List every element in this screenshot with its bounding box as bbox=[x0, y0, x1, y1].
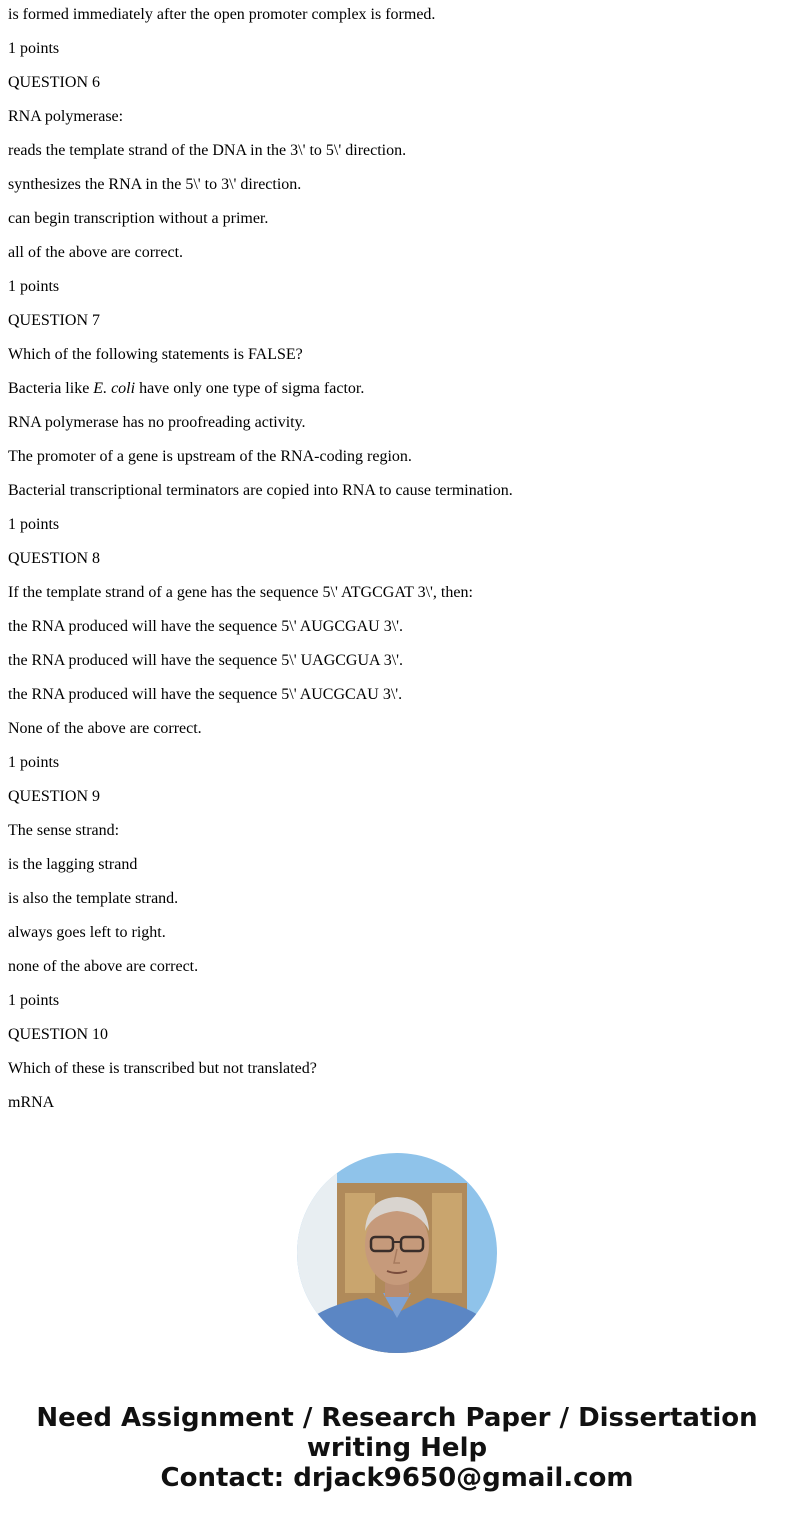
answer-option[interactable]: none of the above are correct. bbox=[8, 958, 199, 975]
question-heading: QUESTION 10 bbox=[8, 1026, 108, 1043]
answer-option-text-start: Bacteria like bbox=[8, 380, 94, 397]
points-label: 1 points bbox=[8, 754, 60, 771]
text-line: is formed immediately after the open promoter complex is formed. bbox=[8, 6, 436, 23]
answer-option[interactable]: RNA polymerase has no proofreading activity. bbox=[8, 414, 306, 431]
answer-option[interactable]: synthesizes the RNA in the 5\' to 3\' direction. bbox=[8, 176, 302, 193]
answer-option[interactable] bbox=[8, 380, 778, 398]
question-document bbox=[8, 0, 778, 1128]
promo-banner bbox=[0, 1403, 794, 1493]
question-heading: QUESTION 8 bbox=[8, 550, 100, 567]
points-label: 1 points bbox=[8, 278, 60, 295]
points-label: 1 points bbox=[8, 40, 60, 57]
answer-option[interactable]: the RNA produced will have the sequence 5\' AUCGCAU 3\'. bbox=[8, 686, 403, 703]
promo-line-1: Need Assignment / Research Paper / Dissertation bbox=[36, 1403, 758, 1433]
answer-option[interactable]: the RNA produced will have the sequence 5\' UAGCGUA 3\'. bbox=[8, 652, 404, 669]
portrait-photo-illustration bbox=[297, 1153, 497, 1353]
answer-option-text-end: have only one type of sigma factor. bbox=[135, 380, 365, 397]
question-heading: QUESTION 7 bbox=[8, 312, 100, 329]
answer-option[interactable]: always goes left to right. bbox=[8, 924, 166, 941]
answer-option[interactable]: mRNA bbox=[8, 1094, 55, 1111]
answer-option[interactable]: is also the template strand. bbox=[8, 890, 179, 907]
points-label: 1 points bbox=[8, 516, 60, 533]
question-prompt: Which of these is transcribed but not translated? bbox=[8, 1060, 317, 1077]
question-prompt: RNA polymerase: bbox=[8, 108, 124, 125]
answer-option[interactable]: all of the above are correct. bbox=[8, 244, 184, 261]
points-label: 1 points bbox=[8, 992, 60, 1009]
promo-line-2: writing Help bbox=[306, 1433, 488, 1463]
answer-option[interactable]: can begin transcription without a primer. bbox=[8, 210, 269, 227]
question-heading: QUESTION 6 bbox=[8, 74, 100, 91]
answer-option[interactable]: None of the above are correct. bbox=[8, 720, 202, 737]
answer-option[interactable]: The promoter of a gene is upstream of the RNA-coding region. bbox=[8, 448, 412, 465]
answer-option[interactable]: the RNA produced will have the sequence 5\' AUGCGAU 3\'. bbox=[8, 618, 404, 635]
question-prompt: Which of the following statements is FALSE? bbox=[8, 346, 303, 363]
author-avatar bbox=[297, 1153, 497, 1353]
question-prompt: The sense strand: bbox=[8, 822, 120, 839]
answer-option[interactable]: is the lagging strand bbox=[8, 856, 138, 873]
question-heading: QUESTION 9 bbox=[8, 788, 100, 805]
promo-contact-email[interactable]: Contact: drjack9650@gmail.com bbox=[160, 1463, 634, 1493]
answer-option[interactable]: reads the template strand of the DNA in the 3\' to 5\' direction. bbox=[8, 142, 407, 159]
answer-option[interactable]: Bacterial transcriptional terminators are copied into RNA to cause termination. bbox=[8, 482, 513, 499]
question-prompt: If the template strand of a gene has the sequence 5\' ATGCGAT 3\', then: bbox=[8, 584, 473, 601]
species-name: E. coli bbox=[93, 380, 136, 397]
